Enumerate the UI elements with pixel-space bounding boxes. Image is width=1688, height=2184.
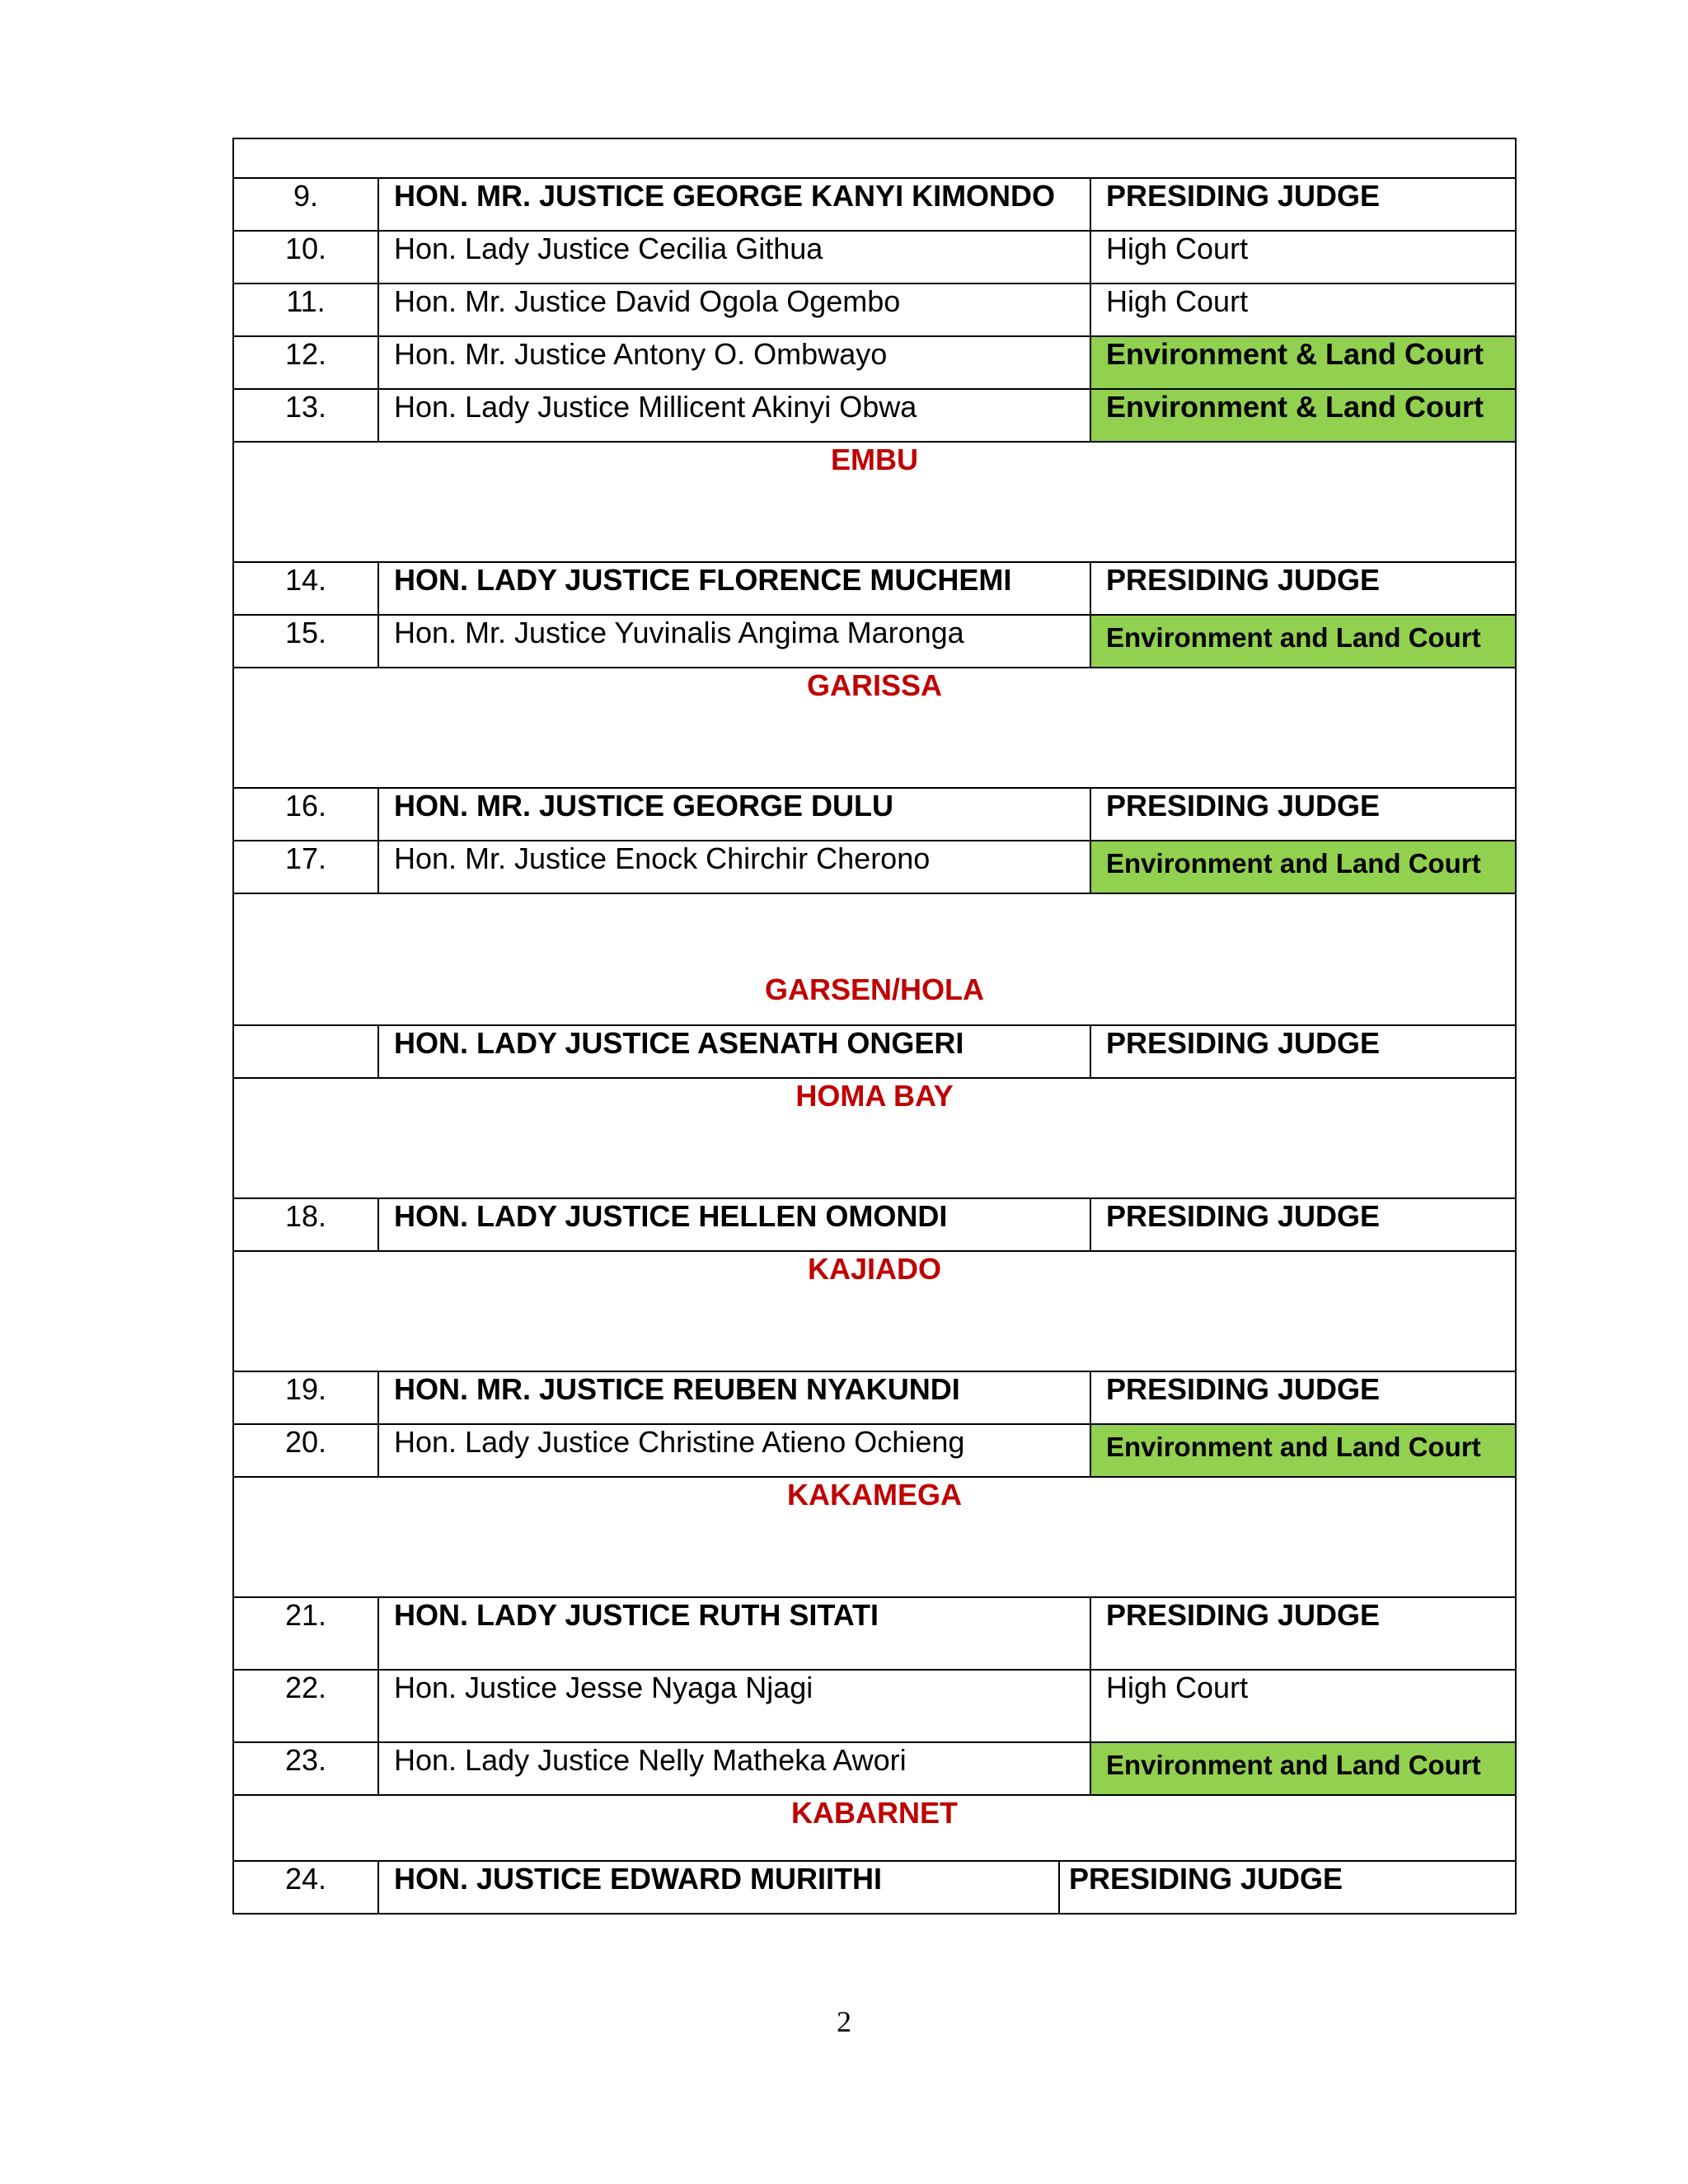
judge-name: HON. LADY JUSTICE HELLEN OMONDI — [378, 1198, 1090, 1251]
court-designation-highlight: Environment and Land Court — [1090, 615, 1516, 668]
table-row — [233, 1742, 1516, 1795]
judge-name: HON. LADY JUSTICE ASENATH ONGERI — [378, 1025, 1090, 1078]
station-heading-row — [233, 893, 1516, 1025]
table-row — [233, 389, 1516, 442]
judge-name: Hon. Mr. Justice Antony O. Ombwayo — [378, 336, 1090, 389]
court-designation-highlight: Environment and Land Court — [1090, 841, 1516, 893]
court-designation: High Court — [1090, 1670, 1516, 1742]
court-designation: High Court — [1090, 284, 1516, 336]
table-row — [233, 231, 1516, 284]
cell-divider — [1058, 1860, 1060, 1915]
court-designation: PRESIDING JUDGE — [1090, 1597, 1516, 1670]
row-number: 17. — [233, 841, 378, 893]
row-number: 18. — [233, 1198, 378, 1251]
station-heading: KABARNET — [233, 1795, 1516, 1861]
station-heading-row — [233, 1795, 1516, 1861]
table-row — [233, 178, 1516, 231]
table-row-empty — [233, 138, 1516, 178]
row-number: 11. — [233, 284, 378, 336]
row-number: 16. — [233, 788, 378, 841]
court-designation: PRESIDING JUDGE — [1090, 562, 1516, 615]
row-number: 10. — [233, 231, 378, 284]
row-number: 15. — [233, 615, 378, 668]
page-number: 2 — [837, 2005, 851, 2038]
judge-name: Hon. Lady Justice Millicent Akinyi Obwa — [378, 389, 1090, 442]
judge-name: Hon. Justice Jesse Nyaga Njagi — [378, 1670, 1090, 1742]
court-designation: PRESIDING JUDGE — [1090, 1198, 1516, 1251]
station-heading: KAKAMEGA — [233, 1477, 1516, 1597]
empty-cell — [233, 138, 1516, 178]
judge-name: HON. MR. JUSTICE REUBEN NYAKUNDI — [378, 1371, 1090, 1424]
table-row — [233, 1861, 1516, 1914]
table-row — [233, 788, 1516, 841]
court-designation-highlight: Environment & Land Court — [1090, 336, 1516, 389]
table-row — [233, 1597, 1516, 1670]
judge-name: Hon. Mr. Justice David Ogola Ogembo — [378, 284, 1090, 336]
court-designation-highlight: Environment & Land Court — [1090, 389, 1516, 442]
row-number: 19. — [233, 1371, 378, 1424]
court-designation: High Court — [1090, 231, 1516, 284]
judge-name: Hon. Lady Justice Christine Atieno Ochieng — [378, 1424, 1090, 1477]
table-row — [233, 1025, 1516, 1078]
row-number — [233, 1025, 378, 1078]
row-number: 20. — [233, 1424, 378, 1477]
station-heading-row — [233, 442, 1516, 562]
court-designation: PRESIDING JUDGE — [1090, 1025, 1516, 1078]
judge-name: Hon. Mr. Justice Enock Chirchir Cherono — [378, 841, 1090, 893]
court-designation: PRESIDING JUDGE — [1090, 1861, 1516, 1914]
court-designation: PRESIDING JUDGE — [1090, 1371, 1516, 1424]
station-heading-row — [233, 668, 1516, 788]
judge-name: HON. LADY JUSTICE FLORENCE MUCHEMI — [378, 562, 1090, 615]
station-heading: GARSEN/HOLA — [233, 893, 1516, 1025]
table-row — [233, 562, 1516, 615]
judge-name: HON. MR. JUSTICE GEORGE DULU — [378, 788, 1090, 841]
court-designation-highlight: Environment and Land Court — [1090, 1742, 1516, 1795]
table-row — [233, 1198, 1516, 1251]
station-heading: KAJIADO — [233, 1251, 1516, 1371]
table-row — [233, 1371, 1516, 1424]
row-number: 21. — [233, 1597, 378, 1670]
station-heading: GARISSA — [233, 668, 1516, 788]
row-number: 9. — [233, 178, 378, 231]
table-row — [233, 841, 1516, 893]
row-number: 13. — [233, 389, 378, 442]
station-heading-row — [233, 1251, 1516, 1371]
judge-name: HON. MR. JUSTICE GEORGE KANYI KIMONDO — [378, 178, 1090, 231]
judge-name: HON. LADY JUSTICE RUTH SITATI — [378, 1597, 1090, 1670]
table-row — [233, 615, 1516, 668]
court-designation: PRESIDING JUDGE — [1090, 178, 1516, 231]
station-heading: EMBU — [233, 442, 1516, 562]
judges-table — [232, 138, 1517, 1915]
court-designation: PRESIDING JUDGE — [1090, 788, 1516, 841]
row-number: 22. — [233, 1670, 378, 1742]
table-row — [233, 1424, 1516, 1477]
row-number: 24. — [233, 1861, 378, 1914]
court-designation-highlight: Environment and Land Court — [1090, 1424, 1516, 1477]
table-row — [233, 1670, 1516, 1742]
judge-name: Hon. Lady Justice Nelly Matheka Awori — [378, 1742, 1090, 1795]
station-heading-row — [233, 1477, 1516, 1597]
judge-name: Hon. Mr. Justice Yuvinalis Angima Maronga — [378, 615, 1090, 668]
table-row — [233, 336, 1516, 389]
table-row — [233, 284, 1516, 336]
row-number: 23. — [233, 1742, 378, 1795]
judge-name: Hon. Lady Justice Cecilia Githua — [378, 231, 1090, 284]
station-heading: HOMA BAY — [233, 1078, 1516, 1198]
station-heading-row — [233, 1078, 1516, 1198]
row-number: 14. — [233, 562, 378, 615]
row-number: 12. — [233, 336, 378, 389]
judge-name: HON. JUSTICE EDWARD MURIITHI — [378, 1861, 1090, 1914]
